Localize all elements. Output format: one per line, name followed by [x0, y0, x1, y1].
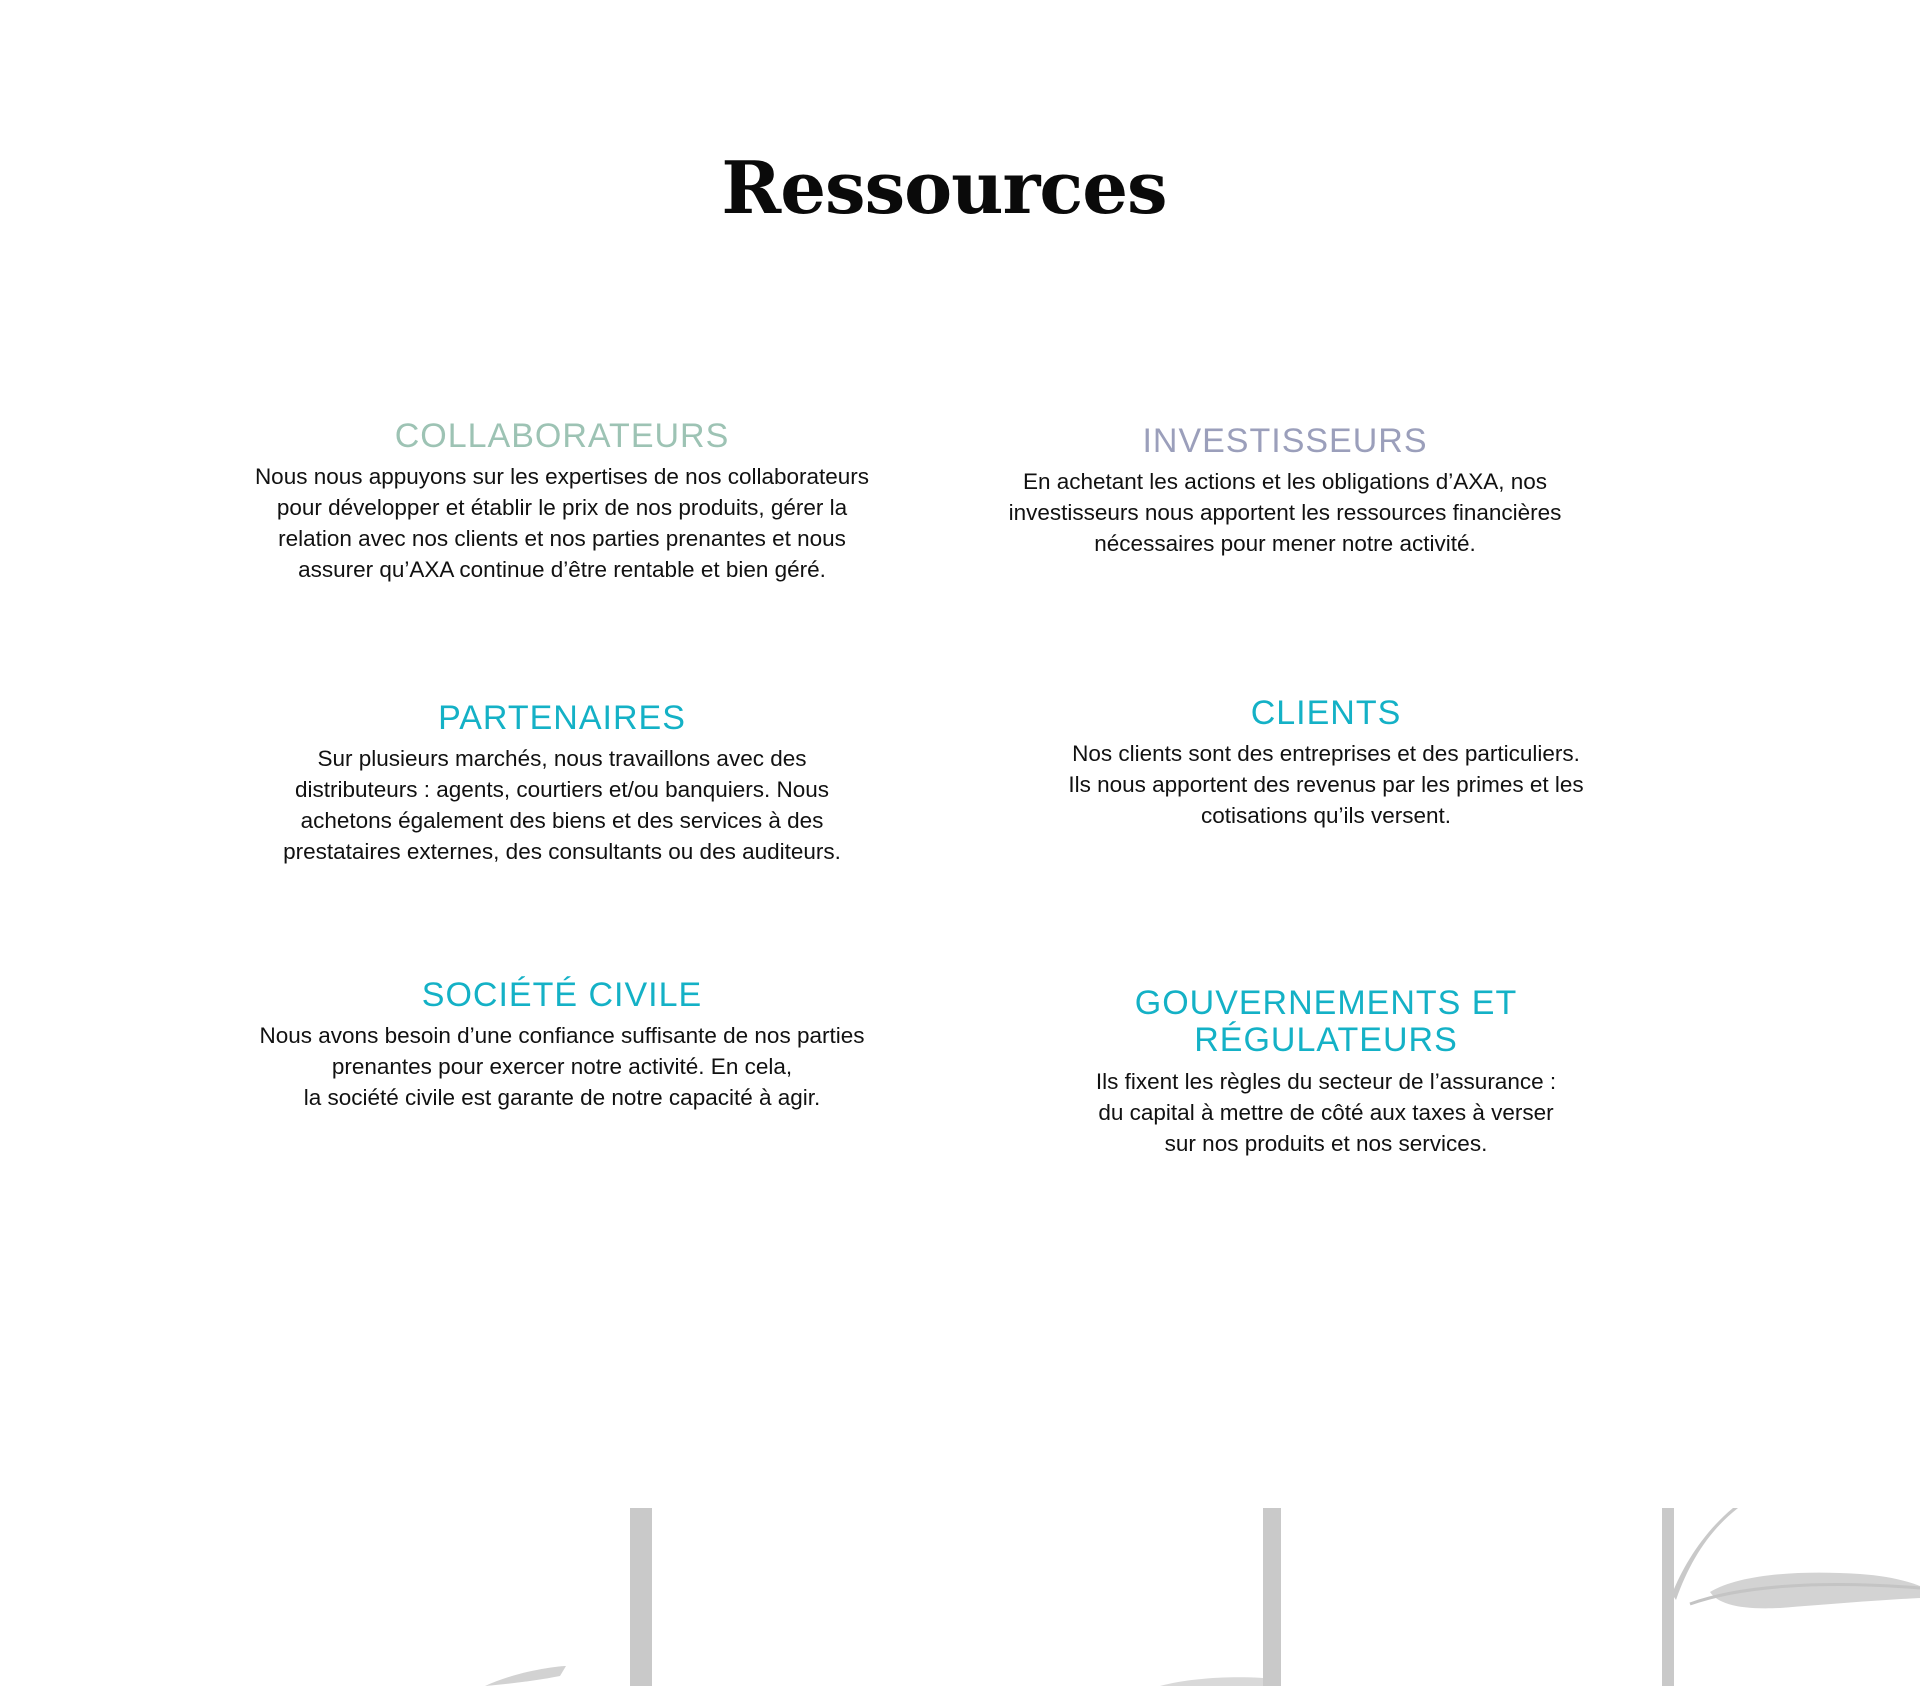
section-title-partenaires: PARTENAIRES — [438, 699, 686, 737]
section-text-clients: Nos clients sont des entreprises et des particuliers. Ils nous apportent des revenus par les primes et les cotisations qu’ils versent. — [1068, 741, 1584, 829]
section-societe-civile — [232, 977, 892, 1113]
section-text-investisseurs: En achetant les actions et les obligations d’AXA, nos investisseurs nous apportent les ressources financières nécessaires pour mener notre activité. — [1008, 469, 1562, 557]
section-partenaires — [232, 700, 892, 867]
section-investisseurs — [960, 423, 1610, 559]
stem-left — [630, 1508, 652, 1686]
section-text-partenaires: Sur plusieurs marchés, nous travaillons avec des distributeurs : agents, courtiers et/ou banquiers. Nous achetons également des biens et des services à des prestataires externes, des consultants ou des auditeurs. — [283, 746, 841, 865]
section-title-clients: CLIENTS — [1250, 694, 1402, 732]
section-collaborateurs — [232, 418, 892, 585]
section-title-societe-civile: SOCIÉTÉ CIVILE — [421, 976, 703, 1014]
section-title-collaborateurs: COLLABORATEURS — [394, 417, 730, 455]
section-title-gouvernements: GOUVERNEMENTS ET RÉGULATEURS — [1134, 984, 1518, 1060]
section-title-investisseurs: INVESTISSEURS — [1142, 422, 1428, 460]
page-title: Ressources — [721, 145, 1167, 230]
section-text-collaborateurs: Nous nous appuyons sur les expertises de nos collaborateurs pour développer et établir le prix de nos produits, gérer la relation avec nos clients et nos parties prenantes et nous assurer qu’AXA continue d’être rentable et bien géré. — [254, 464, 870, 583]
section-text-societe-civile: Nous avons besoin d’une confiance suffisante de nos parties prenantes pour exercer notre activité. En cela, la société civile est garante de notre capacité à agir. — [259, 1023, 865, 1111]
section-gouvernements — [1000, 985, 1652, 1159]
leaf-left — [485, 1666, 566, 1686]
section-clients — [1000, 695, 1652, 831]
stem-right — [1662, 1508, 1674, 1686]
leaf-middle — [1160, 1677, 1263, 1686]
decorative-plants — [0, 1490, 1920, 1686]
section-text-gouvernements: Ils fixent les règles du secteur de l’assurance : du capital à mettre de côté aux taxes à verser sur nos produits et nos services. — [1095, 1068, 1557, 1156]
stem-middle — [1263, 1508, 1281, 1686]
